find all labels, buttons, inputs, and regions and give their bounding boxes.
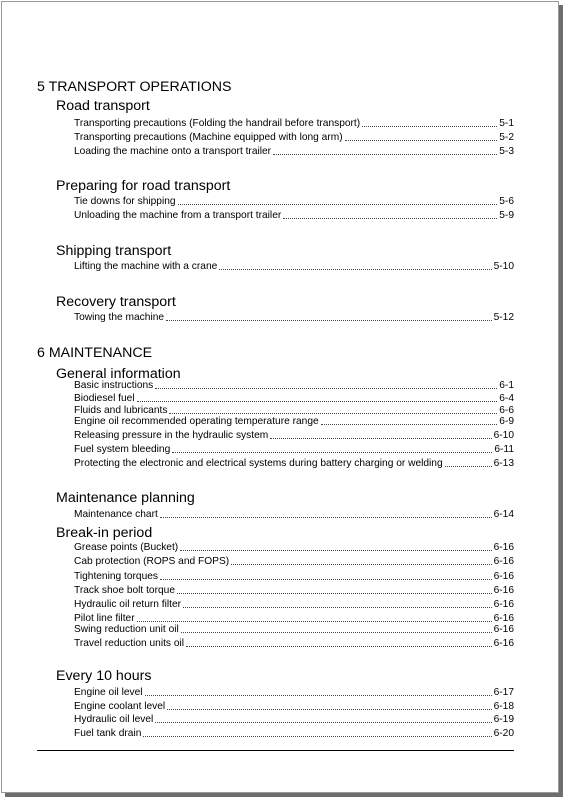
toc-entry[interactable] (74, 458, 514, 470)
toc-entry-page: 6-4 (499, 393, 514, 404)
toc-entry[interactable] (74, 146, 514, 158)
dot-leader (180, 550, 491, 551)
toc-entry-title: Loading the machine onto a transport trailer (74, 146, 272, 157)
toc-entry-page: 6-16 (493, 599, 514, 610)
toc-entry-page: 6-16 (493, 613, 514, 624)
toc-entry-title: Towing the machine (74, 312, 165, 323)
toc-entry-title: Fluids and lubricants (74, 405, 168, 416)
dot-leader (283, 218, 497, 219)
toc-entry[interactable] (74, 714, 514, 726)
section-heading: General information (56, 366, 181, 382)
dot-leader (183, 607, 492, 608)
dot-leader (137, 401, 498, 402)
document-page (1, 1, 559, 793)
dot-leader (186, 646, 492, 647)
toc-entry[interactable] (74, 444, 514, 456)
toc-entry-page: 6-10 (493, 430, 514, 441)
table-of-contents (2, 2, 558, 792)
section-heading: Every 10 hours (56, 668, 152, 684)
dot-leader (219, 269, 491, 270)
toc-entry-title: Fuel tank drain (74, 728, 142, 739)
toc-entry[interactable] (74, 556, 514, 568)
toc-entry[interactable] (74, 210, 514, 222)
dot-leader (137, 621, 492, 622)
dot-leader (445, 466, 492, 467)
dot-leader (155, 722, 491, 723)
toc-entry-title: Protecting the electronic and electrical systems during battery charging or welding (74, 458, 443, 469)
toc-entry[interactable] (74, 509, 514, 521)
section-heading: Shipping transport (56, 243, 172, 259)
dot-leader (172, 452, 492, 453)
toc-entry[interactable] (74, 430, 514, 442)
toc-entry-page: 6-16 (493, 638, 514, 649)
toc-entry-page: 6-16 (493, 571, 514, 582)
dot-leader (178, 204, 498, 205)
toc-entry-title: Transporting precautions (Folding the handrail before transport) (74, 118, 361, 129)
dot-leader (145, 695, 492, 696)
dot-leader (160, 579, 492, 580)
toc-entry-page: 6-17 (493, 687, 514, 698)
toc-entry-page: 6-16 (493, 624, 514, 635)
toc-entry-page: 5-3 (499, 146, 514, 157)
section-heading: Break-in period (56, 525, 153, 541)
section-heading: Recovery transport (56, 294, 176, 310)
dot-leader (321, 424, 498, 425)
toc-entry-page: 6-14 (493, 509, 514, 520)
toc-entry-title: Fuel system bleeding (74, 444, 171, 455)
dot-leader (155, 388, 497, 389)
toc-entry-title: Travel reduction units oil (74, 638, 185, 649)
dot-leader (181, 632, 492, 633)
toc-entry-title: Releasing pressure in the hydraulic system (74, 430, 269, 441)
toc-entry-page: 6-13 (493, 458, 514, 469)
toc-entry-page: 5-9 (499, 210, 514, 221)
chapter-heading: 5 TRANSPORT OPERATIONS (37, 79, 232, 95)
dot-leader (231, 564, 491, 565)
section-heading: Maintenance planning (56, 490, 195, 506)
toc-entry[interactable] (74, 380, 514, 392)
dot-leader (143, 736, 491, 737)
toc-entry-page: 6-16 (493, 556, 514, 567)
toc-entry-title: Tie downs for shipping (74, 196, 176, 207)
toc-entry-title: Hydraulic oil level (74, 714, 154, 725)
toc-entry-title: Tightening torques (74, 571, 159, 582)
toc-entry-title: Engine oil level (74, 687, 143, 698)
section-heading: Road transport (56, 98, 150, 114)
toc-entry[interactable] (74, 599, 514, 611)
dot-leader (169, 413, 497, 414)
toc-entry[interactable] (74, 118, 514, 130)
toc-entry-page: 5-1 (499, 118, 514, 129)
toc-entry[interactable] (74, 585, 514, 597)
toc-entry[interactable] (74, 416, 514, 428)
toc-entry[interactable] (74, 196, 514, 208)
toc-entry-page: 6-20 (493, 728, 514, 739)
chapter-heading: 6 MAINTENANCE (37, 345, 153, 361)
dot-leader (166, 320, 492, 321)
toc-entry[interactable] (74, 701, 514, 713)
toc-entry[interactable] (74, 312, 514, 324)
toc-entry-title: Maintenance chart (74, 509, 158, 520)
toc-entry-page: 5-12 (493, 312, 514, 323)
footer-rule (37, 750, 514, 751)
toc-entry-title: Biodiesel fuel (74, 393, 135, 404)
toc-entry-page: 6-6 (499, 405, 514, 416)
dot-leader (160, 517, 492, 518)
toc-entry-page: 6-19 (493, 714, 514, 725)
toc-entry-title: Hydraulic oil return filter (74, 599, 182, 610)
toc-entry-page: 6-16 (493, 542, 514, 553)
toc-entry-page: 6-16 (493, 585, 514, 596)
toc-entry[interactable] (74, 261, 514, 273)
toc-entry[interactable] (74, 728, 514, 740)
toc-entry[interactable] (74, 687, 514, 699)
section-heading: Preparing for road transport (56, 178, 231, 194)
toc-entry-title: Cab protection (ROPS and FOPS) (74, 556, 230, 567)
toc-entry-title: Engine oil recommended operating temperature range (74, 416, 319, 427)
toc-entry-title: Swing reduction unit oil (74, 624, 179, 635)
dot-leader (345, 140, 498, 141)
toc-entry-title: Transporting precautions (Machine equipped with long arm) (74, 132, 343, 143)
toc-entry-page: 5-2 (499, 132, 514, 143)
toc-entry-title: Grease points (Bucket) (74, 542, 179, 553)
toc-entry-page: 6-18 (493, 701, 514, 712)
toc-entry[interactable] (74, 624, 514, 636)
toc-entry-title: Engine coolant level (74, 701, 166, 712)
dot-leader (167, 709, 491, 710)
toc-entry[interactable] (74, 542, 514, 554)
toc-entry-title: Unloading the machine from a transport trailer (74, 210, 282, 221)
toc-entry-title: Track shoe bolt torque (74, 585, 175, 596)
toc-entry-title: Basic instructions (74, 380, 154, 391)
toc-entry-page: 5-10 (493, 261, 514, 272)
toc-entry-page: 6-9 (499, 416, 514, 427)
toc-entry[interactable] (74, 571, 514, 583)
toc-entry-page: 6-11 (494, 444, 514, 455)
dot-leader (362, 126, 497, 127)
toc-entry[interactable] (74, 638, 514, 650)
toc-entry[interactable] (74, 132, 514, 144)
toc-entry-title: Pilot line filter (74, 613, 135, 624)
dot-leader (270, 438, 491, 439)
dot-leader (273, 154, 497, 155)
toc-entry[interactable] (74, 393, 514, 405)
toc-entry-page: 6-1 (499, 380, 514, 391)
dot-leader (177, 593, 492, 594)
toc-entry-page: 5-6 (499, 196, 514, 207)
toc-entry-title: Lifting the machine with a crane (74, 261, 218, 272)
